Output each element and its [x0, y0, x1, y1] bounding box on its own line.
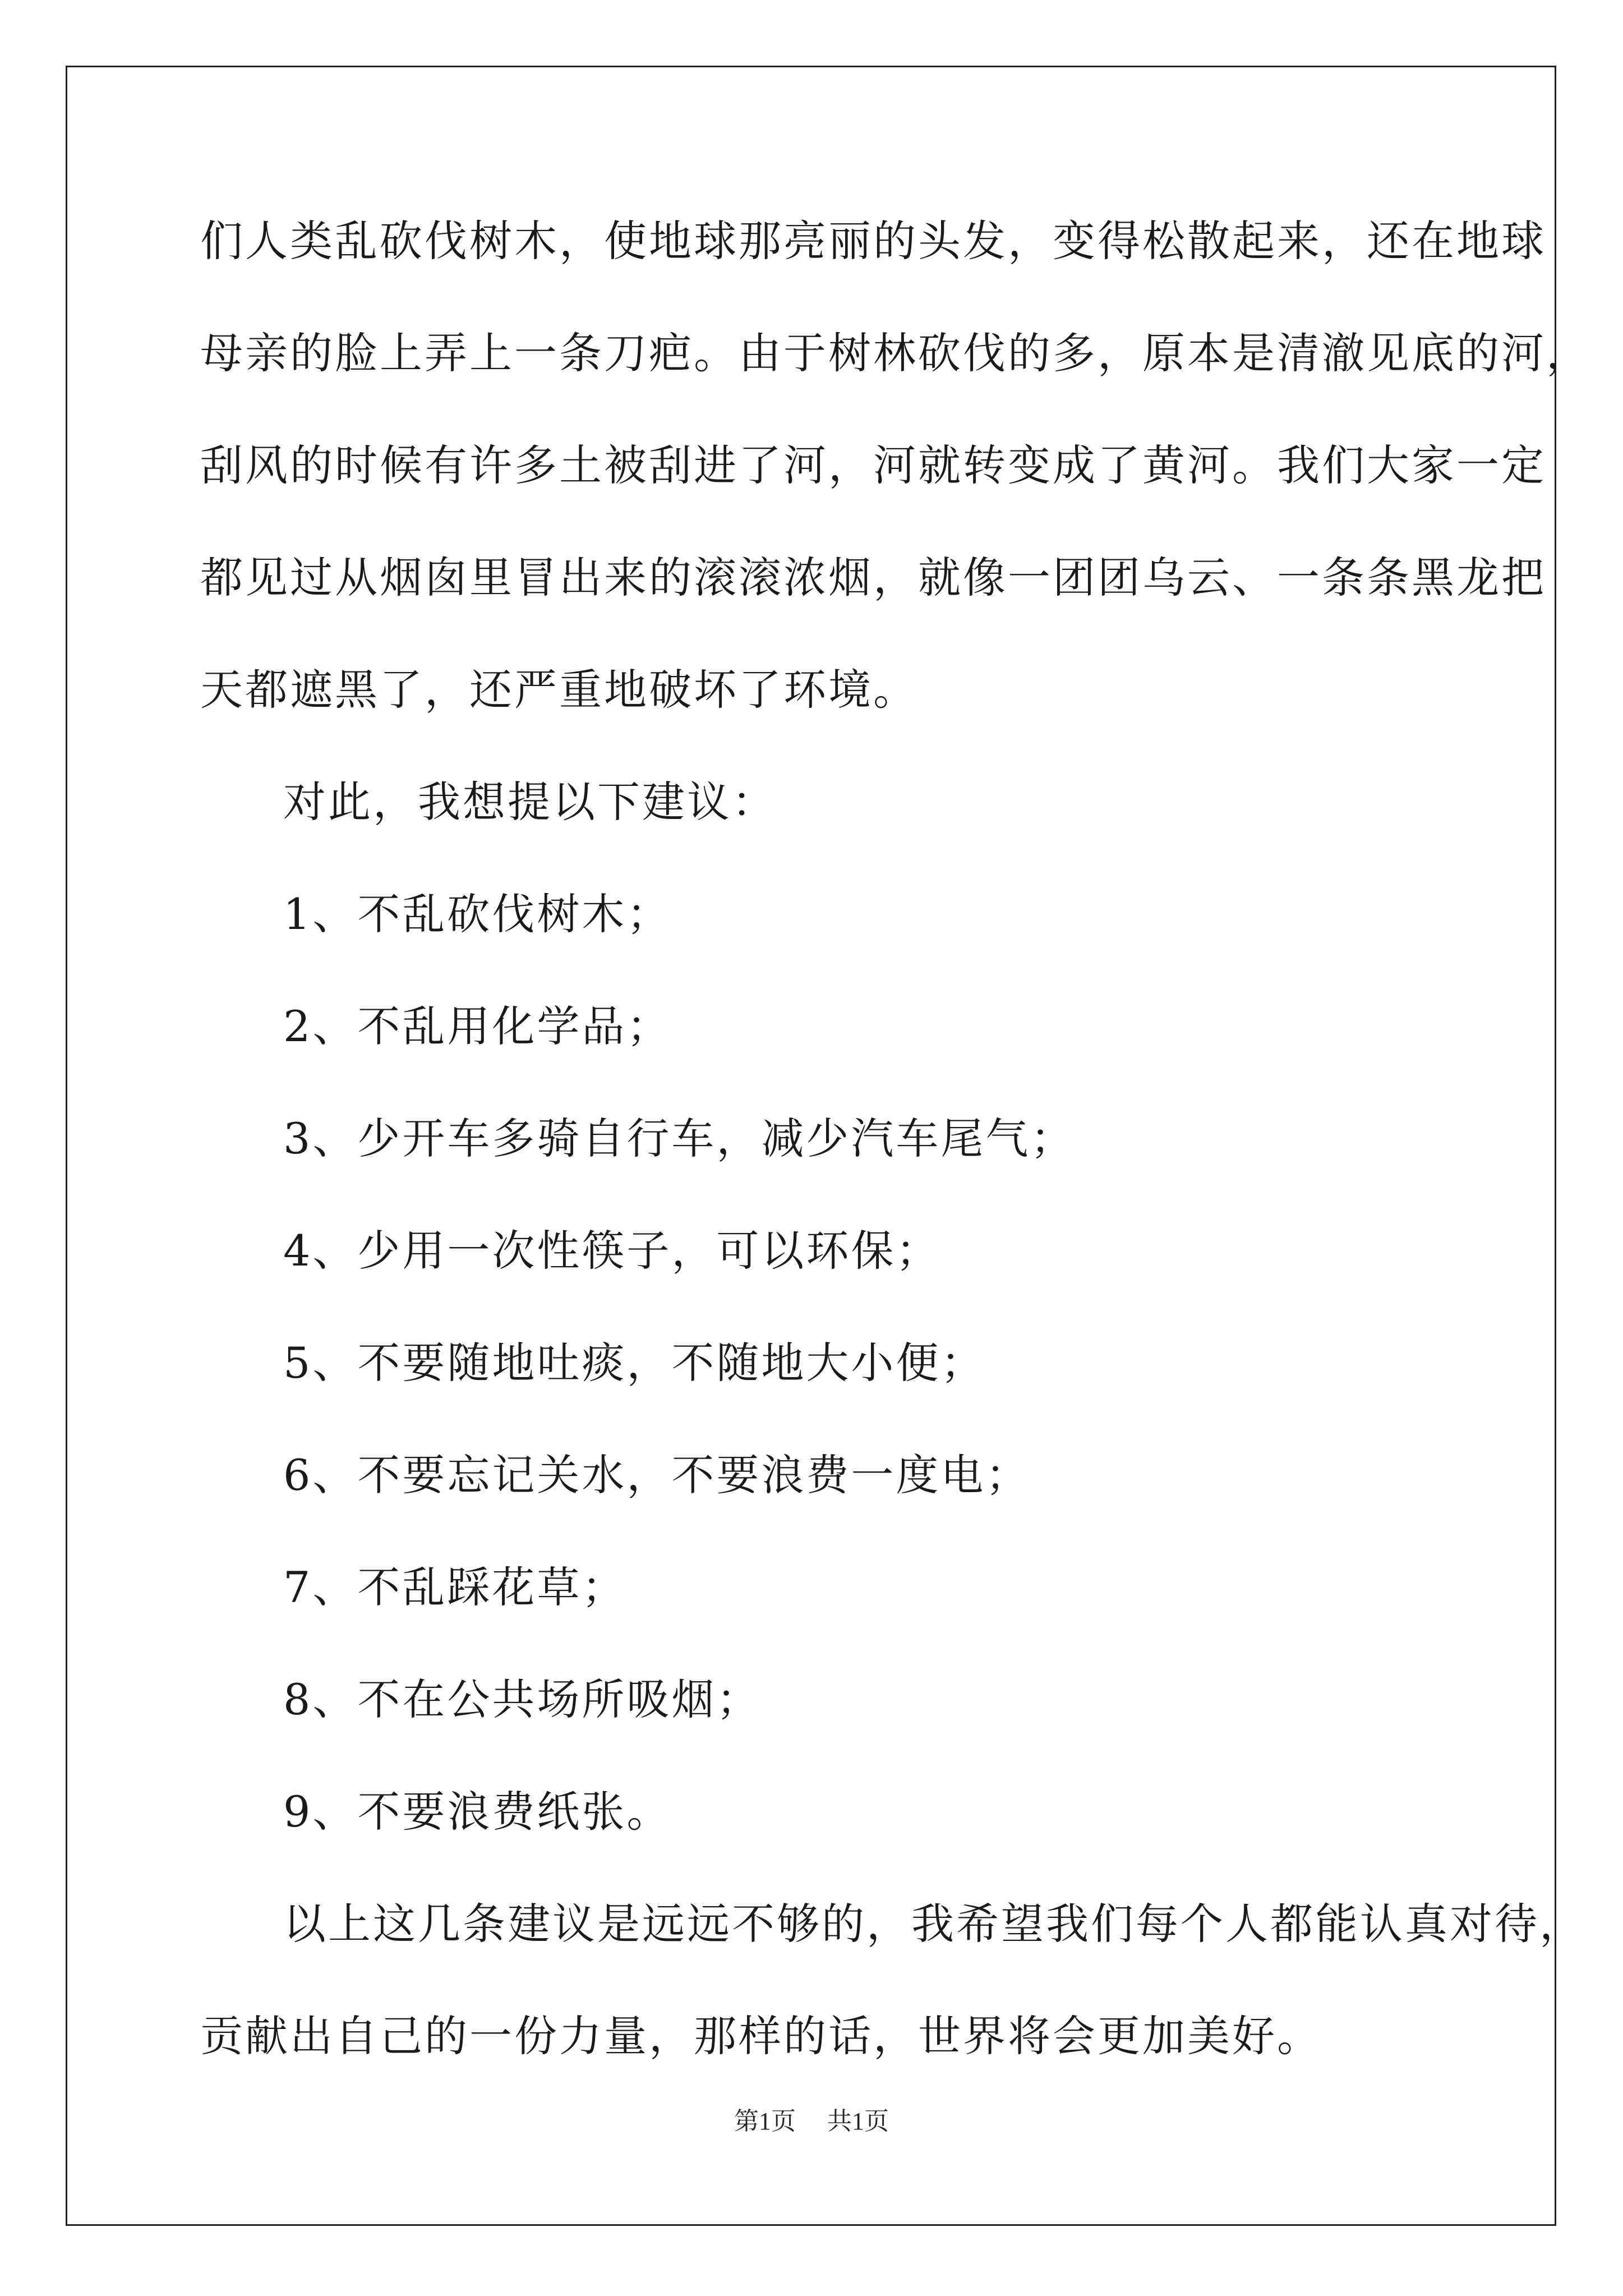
suggestion-item: 4、少用一次性筷子，可以环保；: [283, 1226, 941, 1276]
paragraph-line: 天都遮黑了，还严重地破坏了环境。: [200, 665, 918, 715]
suggestion-item: 5、不要随地吐痰，不随地大小便；: [283, 1338, 986, 1388]
suggestion-item: 1、不乱砍伐树木；: [283, 889, 672, 939]
paragraph-line: 母亲的脸上弄上一条刀疤。由于树林砍伐的多，原本是清澈见底的河，: [200, 328, 1591, 378]
page-number-total: 共1页: [827, 2108, 889, 2135]
suggestion-item: 8、不在公共场所吸烟；: [283, 1674, 762, 1724]
conclusion-line: 贡献出自己的一份力量，那样的话，世界将会更加美好。: [200, 2011, 1322, 2061]
suggestion-item: 7、不乱踩花草；: [283, 1562, 627, 1612]
page-number-current: 第1页: [734, 2108, 796, 2135]
paragraph-line: 刮风的时候有许多土被刮进了河，河就转变成了黄河。我们大家一定: [200, 440, 1546, 490]
document-body: [200, 185, 1591, 2092]
suggestion-item: 9、不要浪费纸张。: [283, 1787, 672, 1837]
suggestion-item: 2、不乱用化学品；: [283, 1001, 672, 1051]
conclusion-line: 以上这几条建议是远远不够的，我希望我们每个人都能认真对待，: [283, 1899, 1584, 1949]
suggestion-intro: 对此，我想提以下建议：: [283, 777, 777, 827]
paragraph-line: 们人类乱砍伐树木，使地球那亮丽的头发，变得松散起来，还在地球: [200, 216, 1546, 266]
suggestion-item: 6、不要忘记关水，不要浪费一度电；: [283, 1450, 1031, 1500]
suggestion-item: 3、少开车多骑自行车，减少汽车尾气；: [283, 1114, 1076, 1163]
paragraph-line: 都见过从烟囱里冒出来的滚滚浓烟，就像一团团乌云、一条条黑龙把: [200, 553, 1546, 602]
page-footer: [0, 2101, 1623, 2137]
